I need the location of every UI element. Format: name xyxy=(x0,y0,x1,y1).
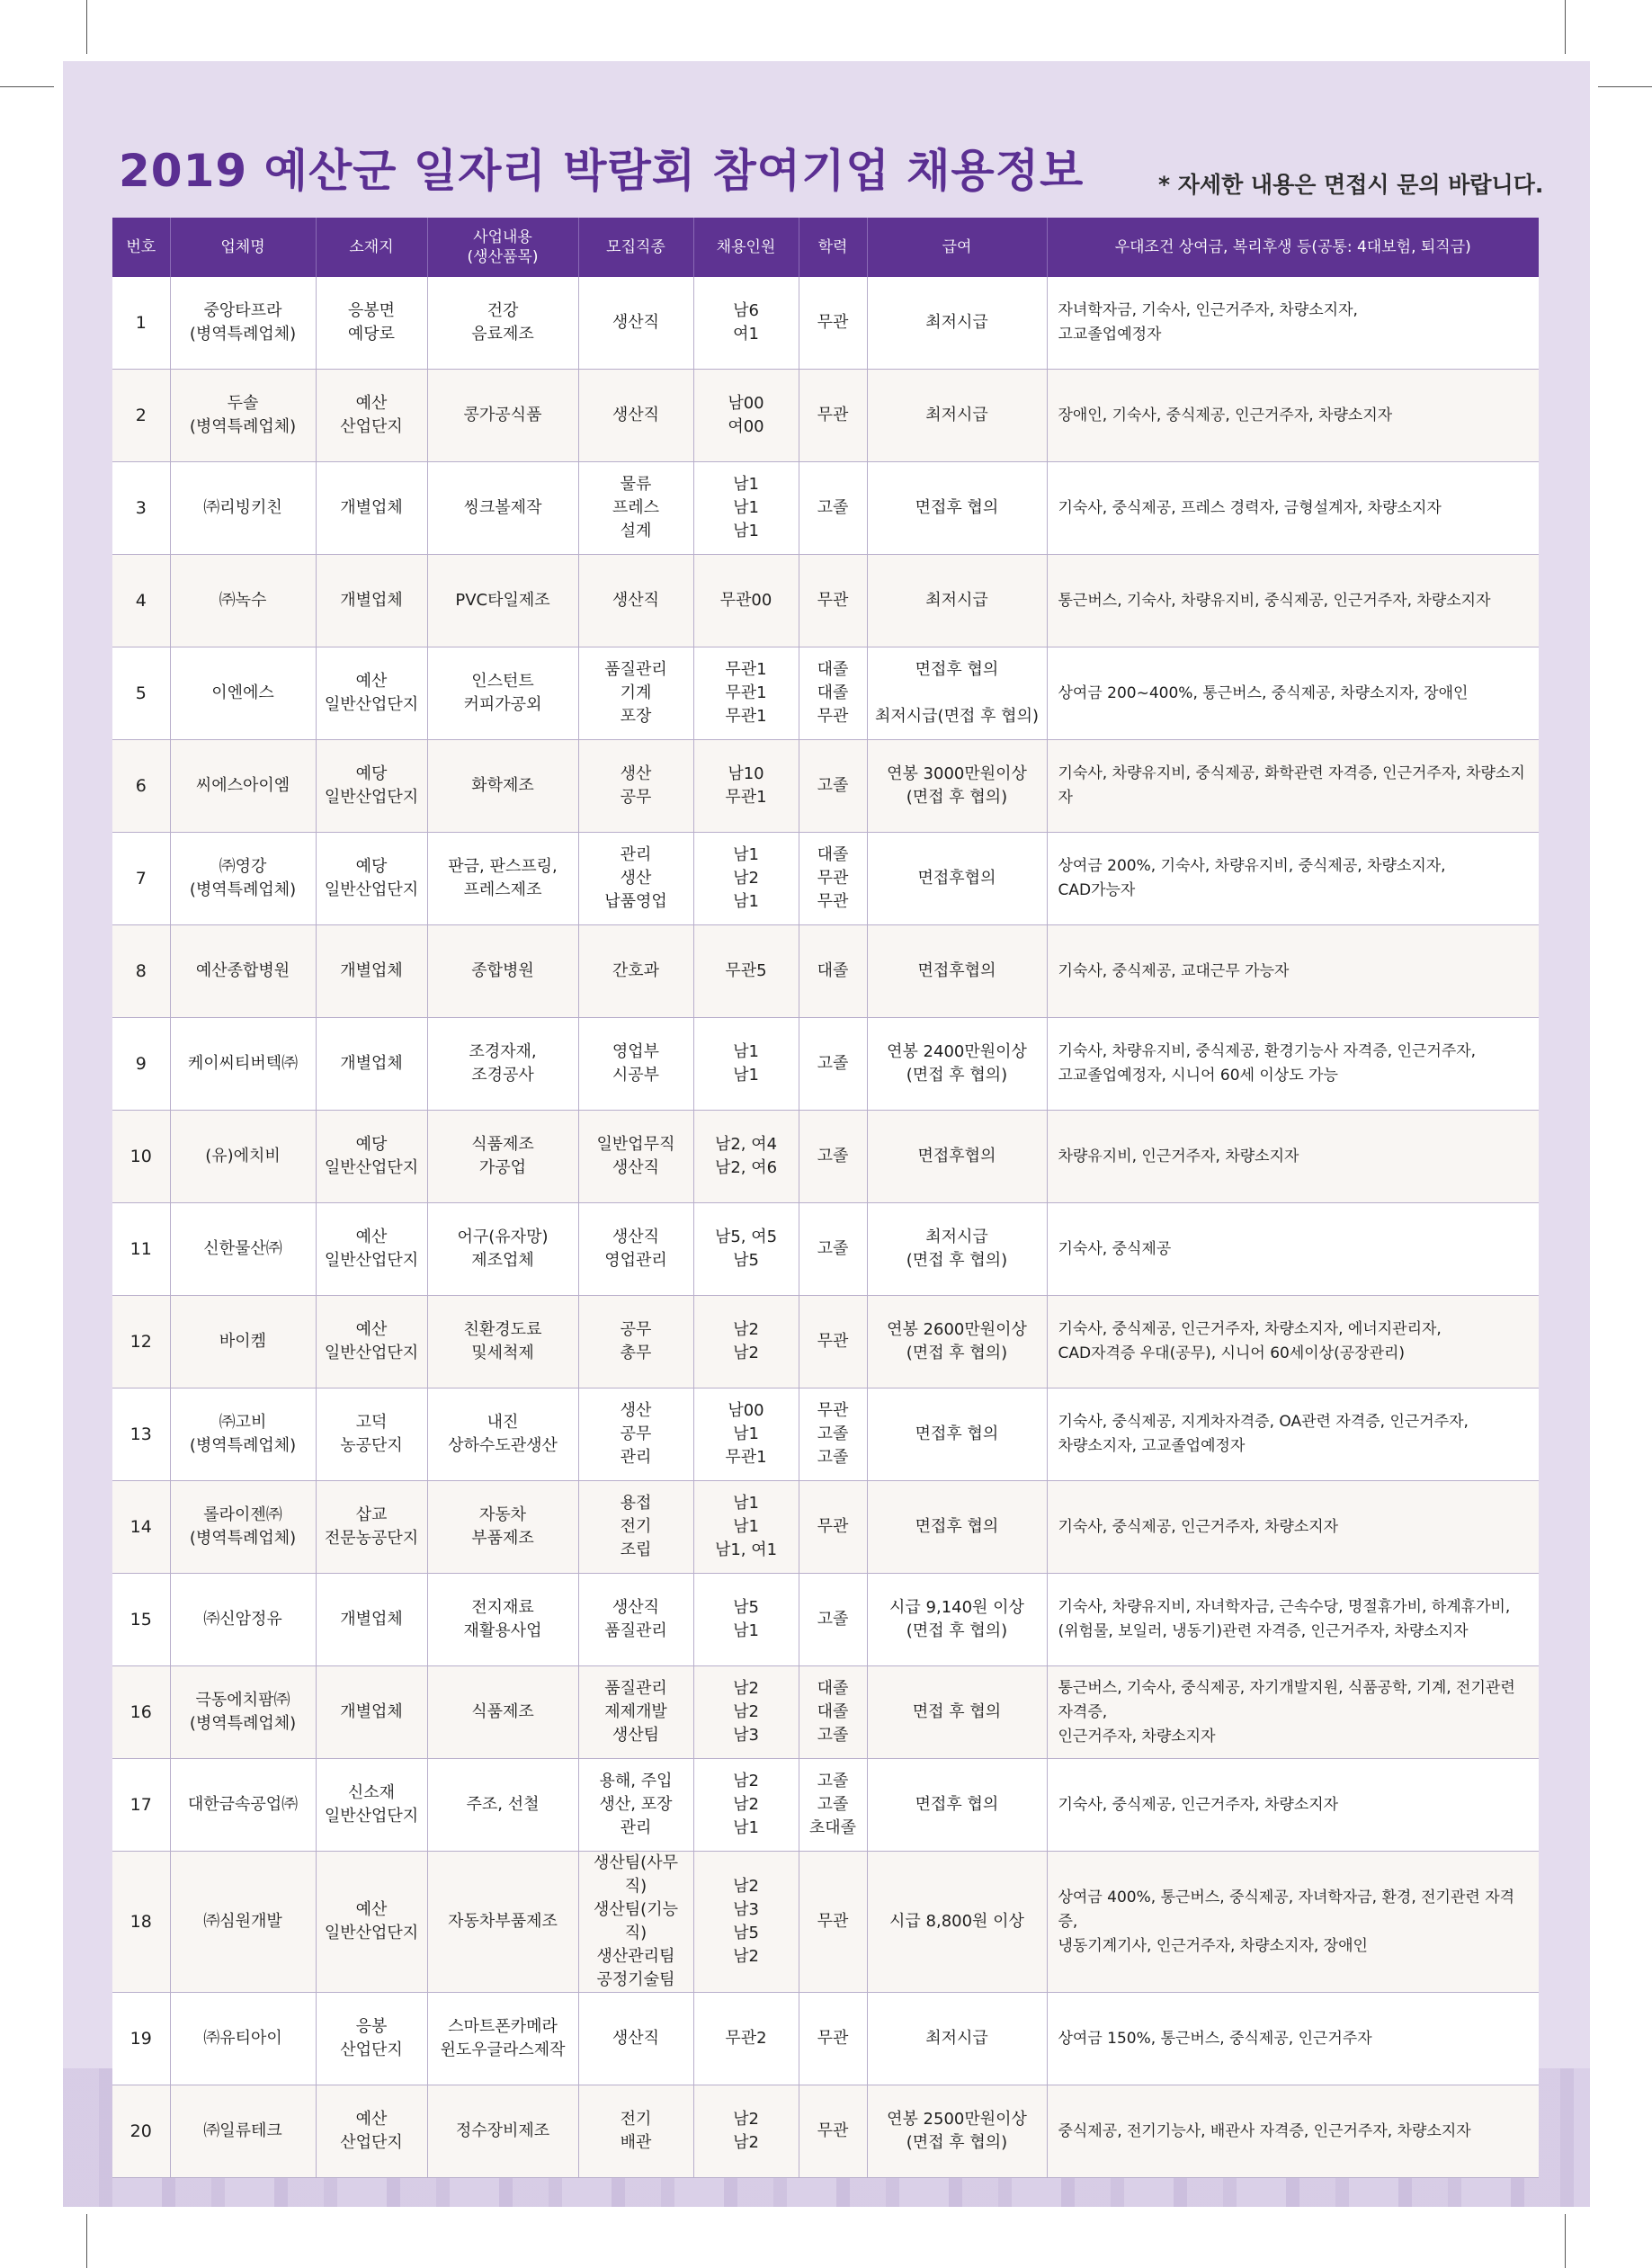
cell-count: 남2 남2 xyxy=(693,2085,799,2178)
cell-business: PVC타일제조 xyxy=(427,555,578,647)
table-row xyxy=(112,1993,1539,2085)
cell-job: 품질관리 기계 포장 xyxy=(578,647,693,740)
cell-company: 두솔 (병역특례업체) xyxy=(170,370,316,462)
table-row xyxy=(112,2085,1539,2178)
cell-company: ㈜유티아이 xyxy=(170,1993,316,2085)
header-job: 모집직종 xyxy=(578,218,693,277)
header-pay: 급여 xyxy=(867,218,1047,277)
cell-benefit: 자녀학자금, 기숙사, 인근거주자, 차량소지자, 고교졸업예정자 xyxy=(1047,277,1539,370)
cell-number: 1 xyxy=(112,277,170,370)
cell-business: 조경자재, 조경공사 xyxy=(427,1018,578,1111)
cell-benefit: 기숙사, 중식제공, 프레스 경력자, 금형설계자, 차량소지자 xyxy=(1047,462,1539,555)
table-header-row xyxy=(112,218,1539,277)
cell-count: 남2 남3 남5 남2 xyxy=(693,1852,799,1993)
header-location: 소재지 xyxy=(316,218,427,277)
cell-location: 예산 일반산업단지 xyxy=(316,1203,427,1296)
header-number: 번호 xyxy=(112,218,170,277)
cell-pay: 시급 9,140원 이상 (면접 후 협의) xyxy=(867,1574,1047,1666)
cell-job: 관리 생산 납품영업 xyxy=(578,833,693,925)
header-business: 사업내용 (생산품목) xyxy=(427,218,578,277)
cell-job: 간호과 xyxy=(578,925,693,1018)
cell-job: 생산 공무 관리 xyxy=(578,1388,693,1481)
cell-count: 남2 남2 남1 xyxy=(693,1759,799,1852)
cell-location: 고덕 농공단지 xyxy=(316,1388,427,1481)
cell-pay: 면접후 협의 xyxy=(867,1759,1047,1852)
cell-benefit: 기숙사, 차량유지비, 중식제공, 화학관련 자격증, 인근거주자, 차량소지자 xyxy=(1047,740,1539,833)
cell-pay: 연봉 2500만원이상 (면접 후 협의) xyxy=(867,2085,1047,2178)
table-row xyxy=(112,1666,1539,1759)
cell-location: 예산 일반산업단지 xyxy=(316,1852,427,1993)
cell-job: 공무 총무 xyxy=(578,1296,693,1388)
cell-count: 남2 남2 xyxy=(693,1296,799,1388)
table-row xyxy=(112,1111,1539,1203)
cell-benefit: 차량유지비, 인근거주자, 차량소지자 xyxy=(1047,1111,1539,1203)
cell-education: 대졸 대졸 고졸 xyxy=(799,1666,867,1759)
cell-business: 콩가공식품 xyxy=(427,370,578,462)
page-title: 2019 예산군 일자리 박람회 참여기업 채용정보 xyxy=(119,145,1085,197)
cell-location: 예산 산업단지 xyxy=(316,370,427,462)
cell-company: ㈜녹수 xyxy=(170,555,316,647)
cell-number: 13 xyxy=(112,1388,170,1481)
table-row xyxy=(112,740,1539,833)
cell-job: 용접 전기 조립 xyxy=(578,1481,693,1574)
table-row xyxy=(112,1296,1539,1388)
cell-benefit: 기숙사, 중식제공, 인근거주자, 차량소지자 xyxy=(1047,1481,1539,1574)
cell-benefit: 기숙사, 중식제공, 지게차자격증, OA관련 자격증, 인근거주자, 차량소지자, 고교졸업예정자 xyxy=(1047,1388,1539,1481)
cell-count: 무관00 xyxy=(693,555,799,647)
cell-business: 건강 음료제조 xyxy=(427,277,578,370)
cell-count: 남5, 여5 남5 xyxy=(693,1203,799,1296)
table-row xyxy=(112,1203,1539,1296)
cell-count: 남1 남1 남1, 여1 xyxy=(693,1481,799,1574)
cell-education: 무관 xyxy=(799,1993,867,2085)
cell-number: 4 xyxy=(112,555,170,647)
header-education: 학력 xyxy=(799,218,867,277)
cell-location: 삽교 전문농공단지 xyxy=(316,1481,427,1574)
cell-education: 고졸 xyxy=(799,1018,867,1111)
table-row xyxy=(112,1018,1539,1111)
cell-number: 9 xyxy=(112,1018,170,1111)
cell-education: 고졸 xyxy=(799,1203,867,1296)
cell-education: 무관 xyxy=(799,1852,867,1993)
cell-location: 예당 일반산업단지 xyxy=(316,1111,427,1203)
crop-mark xyxy=(1565,2214,1566,2268)
cell-benefit: 상여금 200%, 기숙사, 차량유지비, 중식제공, 차량소지자, CAD가능자 xyxy=(1047,833,1539,925)
cell-pay: 최저시급 xyxy=(867,1993,1047,2085)
table-row xyxy=(112,1388,1539,1481)
cell-count: 남2 남2 남3 xyxy=(693,1666,799,1759)
cell-number: 15 xyxy=(112,1574,170,1666)
cell-business: 내진 상하수도관생산 xyxy=(427,1388,578,1481)
cell-benefit: 통근버스, 기숙사, 차량유지비, 중식제공, 인근거주자, 차량소지자 xyxy=(1047,555,1539,647)
cell-business: 정수장비제조 xyxy=(427,2085,578,2178)
cell-pay: 최저시급 xyxy=(867,277,1047,370)
cell-number: 5 xyxy=(112,647,170,740)
recruitment-table xyxy=(112,218,1539,2178)
cell-count: 남10 무관1 xyxy=(693,740,799,833)
cell-count: 남5 남1 xyxy=(693,1574,799,1666)
cell-business: 인스턴트 커피가공외 xyxy=(427,647,578,740)
cell-number: 2 xyxy=(112,370,170,462)
cell-job: 생산직 xyxy=(578,555,693,647)
cell-pay: 연봉 2400만원이상 (면접 후 협의) xyxy=(867,1018,1047,1111)
cell-benefit: 장애인, 기숙사, 중식제공, 인근거주자, 차량소지자 xyxy=(1047,370,1539,462)
cell-pay: 시급 8,800원 이상 xyxy=(867,1852,1047,1993)
cell-job: 물류 프레스 설계 xyxy=(578,462,693,555)
cell-number: 7 xyxy=(112,833,170,925)
cell-education: 무관 xyxy=(799,370,867,462)
cell-location: 예산 일반산업단지 xyxy=(316,647,427,740)
cell-company: (유)에치비 xyxy=(170,1111,316,1203)
table-row xyxy=(112,1574,1539,1666)
cell-location: 응봉 산업단지 xyxy=(316,1993,427,2085)
cell-education: 고졸 xyxy=(799,1111,867,1203)
cell-business: 식품제조 xyxy=(427,1666,578,1759)
cell-education: 대졸 무관 무관 xyxy=(799,833,867,925)
crop-mark xyxy=(0,86,54,87)
cell-business: 자동차 부품제조 xyxy=(427,1481,578,1574)
cell-company: 바이켐 xyxy=(170,1296,316,1388)
cell-education: 무관 xyxy=(799,555,867,647)
cell-benefit: 기숙사, 중식제공, 인근거주자, 차량소지자 xyxy=(1047,1759,1539,1852)
table-row xyxy=(112,277,1539,370)
table-row xyxy=(112,1759,1539,1852)
cell-business: 자동차부품제조 xyxy=(427,1852,578,1993)
cell-location: 예산 산업단지 xyxy=(316,2085,427,2178)
cell-education: 고졸 xyxy=(799,462,867,555)
cell-company: ㈜일류테크 xyxy=(170,2085,316,2178)
cell-count: 남1 남2 남1 xyxy=(693,833,799,925)
cell-pay: 면접후 협의 xyxy=(867,1388,1047,1481)
cell-number: 8 xyxy=(112,925,170,1018)
cell-job: 용해, 주입 생산, 포장 관리 xyxy=(578,1759,693,1852)
cell-job: 생산직 xyxy=(578,1993,693,2085)
cell-pay: 최저시급 xyxy=(867,555,1047,647)
cell-business: 친환경도료 및세척제 xyxy=(427,1296,578,1388)
cell-company: ㈜영강 (병역특례업체) xyxy=(170,833,316,925)
cell-location: 개별업체 xyxy=(316,555,427,647)
cell-company: 신한물산㈜ xyxy=(170,1203,316,1296)
cell-business: 판금, 판스프링, 프레스제조 xyxy=(427,833,578,925)
cell-business: 종합병원 xyxy=(427,925,578,1018)
cell-company: ㈜심원개발 xyxy=(170,1852,316,1993)
cell-number: 3 xyxy=(112,462,170,555)
cell-number: 11 xyxy=(112,1203,170,1296)
cell-location: 신소재 일반산업단지 xyxy=(316,1759,427,1852)
cell-number: 12 xyxy=(112,1296,170,1388)
cell-number: 20 xyxy=(112,2085,170,2178)
cell-company: 극동에치팜㈜ (병역특례업체) xyxy=(170,1666,316,1759)
cell-pay: 최저시급 xyxy=(867,370,1047,462)
cell-location: 개별업체 xyxy=(316,1574,427,1666)
cell-company: 중앙타프라 (병역특례업체) xyxy=(170,277,316,370)
cell-pay: 연봉 3000만원이상 (면접 후 협의) xyxy=(867,740,1047,833)
cell-number: 6 xyxy=(112,740,170,833)
cell-job: 생산 공무 xyxy=(578,740,693,833)
crop-mark xyxy=(86,0,87,54)
header-company: 업체명 xyxy=(170,218,316,277)
cell-benefit: 기숙사, 중식제공, 인근거주자, 차량소지자, 에너지관리자, CAD자격증 우대(공무), 시니어 60세이상(공장관리) xyxy=(1047,1296,1539,1388)
cell-pay: 면접후 협의 xyxy=(867,462,1047,555)
cell-education: 고졸 xyxy=(799,740,867,833)
cell-job: 영업부 시공부 xyxy=(578,1018,693,1111)
cell-count: 무관1 무관1 무관1 xyxy=(693,647,799,740)
table-row xyxy=(112,647,1539,740)
cell-pay: 면접후협의 xyxy=(867,925,1047,1018)
cell-pay: 면접후협의 xyxy=(867,833,1047,925)
cell-pay: 면접후 협의 최저시급(면접 후 협의) xyxy=(867,647,1047,740)
cell-company: ㈜리빙키친 xyxy=(170,462,316,555)
cell-benefit: 상여금 150%, 통근버스, 중식제공, 인근거주자 xyxy=(1047,1993,1539,2085)
cell-pay: 면접 후 협의 xyxy=(867,1666,1047,1759)
cell-education: 대졸 xyxy=(799,925,867,1018)
cell-business: 화학제조 xyxy=(427,740,578,833)
crop-mark xyxy=(1565,0,1566,54)
cell-job: 일반업무직 생산직 xyxy=(578,1111,693,1203)
cell-location: 예당 일반산업단지 xyxy=(316,740,427,833)
cell-company: 롤라이젠㈜ (병역특례업체) xyxy=(170,1481,316,1574)
cell-business: 식품제조 가공업 xyxy=(427,1111,578,1203)
cell-company: 이엔에스 xyxy=(170,647,316,740)
table-row xyxy=(112,1852,1539,1993)
cell-job: 생산직 품질관리 xyxy=(578,1574,693,1666)
cell-education: 무관 xyxy=(799,1296,867,1388)
cell-business: 주조, 선철 xyxy=(427,1759,578,1852)
table-row xyxy=(112,925,1539,1018)
cell-benefit: 중식제공, 전기기능사, 배관사 자격증, 인근거주자, 차량소지자 xyxy=(1047,2085,1539,2178)
cell-education: 대졸 대졸 무관 xyxy=(799,647,867,740)
cell-number: 18 xyxy=(112,1852,170,1993)
cell-job: 생산직 xyxy=(578,277,693,370)
cell-education: 고졸 고졸 초대졸 xyxy=(799,1759,867,1852)
cell-count: 무관2 xyxy=(693,1993,799,2085)
cell-pay: 면접후협의 xyxy=(867,1111,1047,1203)
cell-pay: 면접후 협의 xyxy=(867,1481,1047,1574)
cell-business: 스마트폰카메라 윈도우글라스제작 xyxy=(427,1993,578,2085)
cell-count: 남6 여1 xyxy=(693,277,799,370)
cell-job: 품질관리 제제개발 생산팀 xyxy=(578,1666,693,1759)
cell-benefit: 상여금 200~400%, 통근버스, 중식제공, 차량소지자, 장애인 xyxy=(1047,647,1539,740)
cell-benefit: 상여금 400%, 통근버스, 중식제공, 자녀학자금, 환경, 전기관련 자격증, 냉동기계기사, 인근거주자, 차량소지자, 장애인 xyxy=(1047,1852,1539,1993)
cell-business: 어구(유자망) 제조업체 xyxy=(427,1203,578,1296)
cell-location: 개별업체 xyxy=(316,925,427,1018)
cell-number: 16 xyxy=(112,1666,170,1759)
cell-location: 개별업체 xyxy=(316,1666,427,1759)
cell-education: 무관 xyxy=(799,1481,867,1574)
cell-count: 남1 남1 남1 xyxy=(693,462,799,555)
cell-business: 전지재료 재활용사업 xyxy=(427,1574,578,1666)
table-row xyxy=(112,462,1539,555)
cell-job: 전기 배관 xyxy=(578,2085,693,2178)
cell-education: 무관 xyxy=(799,2085,867,2178)
inquiry-note: * 자세한 내용은 면접시 문의 바랍니다. xyxy=(1158,172,1544,198)
cell-job: 생산직 xyxy=(578,370,693,462)
cell-location: 개별업체 xyxy=(316,462,427,555)
cell-company: ㈜고비 (병역특례업체) xyxy=(170,1388,316,1481)
cell-education: 고졸 xyxy=(799,1574,867,1666)
cell-benefit: 기숙사, 중식제공 xyxy=(1047,1203,1539,1296)
cell-number: 10 xyxy=(112,1111,170,1203)
cell-count: 남1 남1 xyxy=(693,1018,799,1111)
cell-count: 남00 남1 무관1 xyxy=(693,1388,799,1481)
cell-location: 예산 일반산업단지 xyxy=(316,1296,427,1388)
cell-company: 씨에스아이엠 xyxy=(170,740,316,833)
cell-location: 예당 일반산업단지 xyxy=(316,833,427,925)
cell-benefit: 통근버스, 기숙사, 중식제공, 자기개발지원, 식품공학, 기계, 전기관련 자격증, 인근거주자, 차량소지자 xyxy=(1047,1666,1539,1759)
cell-location: 응봉면 예당로 xyxy=(316,277,427,370)
cell-company: 대한금속공업㈜ xyxy=(170,1759,316,1852)
cell-benefit: 기숙사, 차량유지비, 자녀학자금, 근속수당, 명절휴가비, 하계휴가비, (위험물, 보일러, 냉동기)관련 자격증, 인근거주자, 차량소지자 xyxy=(1047,1574,1539,1666)
cell-count: 남00 여00 xyxy=(693,370,799,462)
cell-pay: 최저시급 (면접 후 협의) xyxy=(867,1203,1047,1296)
table-row xyxy=(112,1481,1539,1574)
cell-location: 개별업체 xyxy=(316,1018,427,1111)
cell-benefit: 기숙사, 중식제공, 교대근무 가능자 xyxy=(1047,925,1539,1018)
cell-company: 예산종합병원 xyxy=(170,925,316,1018)
cell-count: 무관5 xyxy=(693,925,799,1018)
table-row xyxy=(112,833,1539,925)
cell-number: 17 xyxy=(112,1759,170,1852)
cell-business: 씽크볼제작 xyxy=(427,462,578,555)
cell-education: 무관 xyxy=(799,277,867,370)
header-count: 채용인원 xyxy=(693,218,799,277)
crop-mark xyxy=(86,2214,87,2268)
cell-company: ㈜신암정유 xyxy=(170,1574,316,1666)
crop-mark xyxy=(1598,86,1652,87)
header-benefit: 우대조건 상여금, 복리후생 등(공통: 4대보험, 퇴직금) xyxy=(1047,218,1539,277)
cell-pay: 연봉 2600만원이상 (면접 후 협의) xyxy=(867,1296,1047,1388)
cell-count: 남2, 여4 남2, 여6 xyxy=(693,1111,799,1203)
cell-job: 생산직 영업관리 xyxy=(578,1203,693,1296)
cell-number: 19 xyxy=(112,1993,170,2085)
cell-company: 케이씨티버텍㈜ xyxy=(170,1018,316,1111)
cell-job: 생산팀(사무직) 생산팀(기능직) 생산관리팀 공정기술팀 xyxy=(578,1852,693,1993)
cell-benefit: 기숙사, 차량유지비, 중식제공, 환경기능사 자격증, 인근거주자, 고교졸업예정자, 시니어 60세 이상도 가능 xyxy=(1047,1018,1539,1111)
cell-education: 무관 고졸 고졸 xyxy=(799,1388,867,1481)
cell-number: 14 xyxy=(112,1481,170,1574)
table-row xyxy=(112,555,1539,647)
table-row xyxy=(112,370,1539,462)
